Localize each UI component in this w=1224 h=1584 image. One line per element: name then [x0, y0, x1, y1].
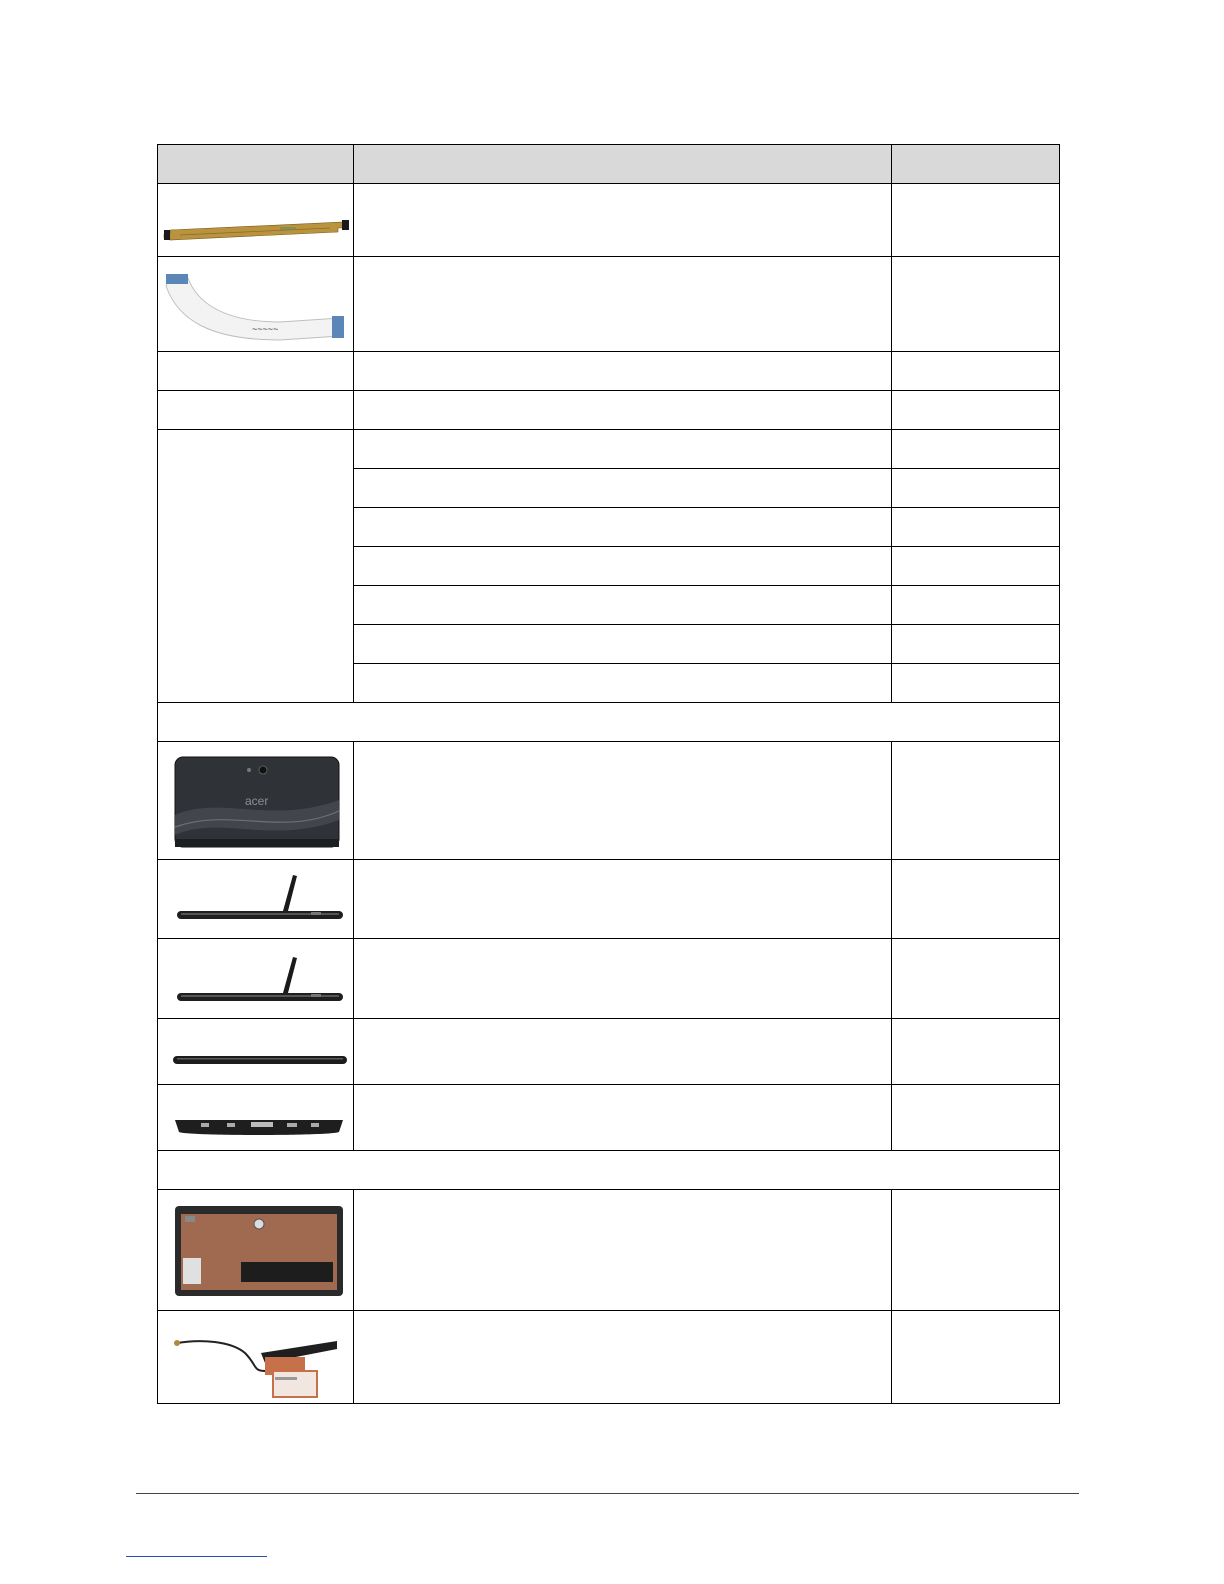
- part-number-cell: [892, 1311, 1060, 1404]
- table-row: [158, 939, 1060, 1019]
- parts-table: [157, 144, 1060, 1404]
- part-number-cell: [892, 1019, 1060, 1085]
- description-cell: [354, 547, 892, 586]
- middle-frame-icon: [161, 1194, 351, 1306]
- table-row: [158, 391, 1060, 430]
- part-number-cell: [892, 939, 1060, 1019]
- part-number-cell: [892, 352, 1060, 391]
- footer-divider: [136, 1493, 1079, 1494]
- description-cell: [354, 184, 892, 257]
- part-image-ffc-cable: [158, 257, 354, 352]
- table-row: [158, 742, 1060, 860]
- part-number-cell: [892, 625, 1060, 664]
- antenna-cable-icon: [161, 1313, 351, 1401]
- description-cell: [354, 352, 892, 391]
- part-number-cell: [892, 586, 1060, 625]
- part-number-cell: [892, 430, 1060, 469]
- part-number-cell: [892, 664, 1060, 703]
- description-cell: [354, 586, 892, 625]
- part-number-cell: [892, 1085, 1060, 1151]
- table-row: [158, 1190, 1060, 1311]
- part-number-cell: [892, 391, 1060, 430]
- part-image-side-bezel-b: [158, 939, 354, 1019]
- description-cell: [354, 1311, 892, 1404]
- section-row: [158, 703, 1060, 742]
- part-image-bottom-bezel: [158, 1085, 354, 1151]
- part-image-side-bezel-a: [158, 860, 354, 939]
- bottom-bezel-ports-icon: [161, 1088, 351, 1148]
- description-cell: [354, 391, 892, 430]
- image-cell-group: [158, 430, 354, 703]
- description-cell: [354, 742, 892, 860]
- part-number-cell: [892, 469, 1060, 508]
- fpc-cable-icon: [160, 190, 352, 250]
- header-image: [158, 145, 354, 184]
- description-cell: [354, 257, 892, 352]
- side-bezel-plain-icon: [161, 1022, 351, 1082]
- part-image-antenna-cable: [158, 1311, 354, 1404]
- svg-text:acer: acer: [244, 793, 268, 808]
- table-row: [158, 184, 1060, 257]
- description-cell: [354, 469, 892, 508]
- table-row: [158, 257, 1060, 352]
- description-cell: [354, 939, 892, 1019]
- description-cell: [354, 1085, 892, 1151]
- part-number-cell: [892, 742, 1060, 860]
- part-number-cell: [892, 508, 1060, 547]
- rear-cover-icon: [161, 745, 351, 857]
- part-number-cell: [892, 547, 1060, 586]
- footer-link-underline[interactable]: [126, 1556, 267, 1557]
- part-image-rear-cover: [158, 742, 354, 860]
- part-image-side-bezel-plain: [158, 1019, 354, 1085]
- side-bezel-tab-icon: [161, 943, 351, 1015]
- side-bezel-tab-icon: [161, 863, 351, 935]
- part-image-fpc-cable: [158, 184, 354, 257]
- description-cell: [354, 430, 892, 469]
- table-header-row: [158, 145, 1060, 184]
- ffc-cable-icon: [160, 260, 352, 348]
- svg-text:~~~~~: ~~~~~: [251, 324, 278, 334]
- image-cell-empty: [158, 391, 354, 430]
- table-row: [158, 1311, 1060, 1404]
- header-description: [354, 145, 892, 184]
- description-cell: [354, 1190, 892, 1311]
- table-row: [158, 860, 1060, 939]
- section-header: [158, 1151, 1060, 1190]
- description-cell: [354, 1019, 892, 1085]
- description-cell: [354, 508, 892, 547]
- part-number-cell: [892, 257, 1060, 352]
- description-cell: [354, 664, 892, 703]
- part-number-cell: [892, 184, 1060, 257]
- table-row: [158, 352, 1060, 391]
- image-cell-empty: [158, 352, 354, 391]
- table-row: [158, 1085, 1060, 1151]
- header-part-number: [892, 145, 1060, 184]
- section-row: [158, 1151, 1060, 1190]
- part-number-cell: [892, 1190, 1060, 1311]
- table-row: [158, 1019, 1060, 1085]
- section-header: [158, 703, 1060, 742]
- description-cell: [354, 860, 892, 939]
- description-cell: [354, 625, 892, 664]
- part-number-cell: [892, 860, 1060, 939]
- table-row: [158, 430, 1060, 469]
- part-image-middle-frame: [158, 1190, 354, 1311]
